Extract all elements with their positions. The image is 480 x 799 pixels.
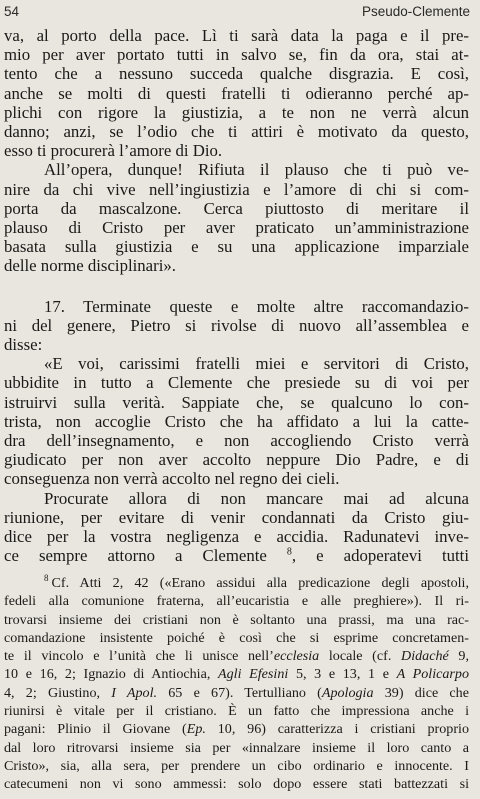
text-line: va, al porto della pace. Lì ti sarà data la paga e il pre- <box>4 26 469 45</box>
running-head: Pseudo-Clemente <box>361 4 470 19</box>
page-number: 54 <box>4 4 20 19</box>
italic-title: Ep. <box>186 721 206 738</box>
footnote-line <box>4 647 469 665</box>
main-text <box>4 26 469 565</box>
paragraph <box>4 354 469 488</box>
italic-title: Didaché <box>401 648 449 665</box>
text-line: Procurate allora di non mancare mai ad alcuna <box>44 488 469 508</box>
text-line: dice per la vostra negligenza e accidia. Radunatevi inve- <box>4 527 469 547</box>
text-segment: 10, 96) caratterizza i cristiani proprio <box>205 721 469 738</box>
italic-term: ecclesia <box>273 648 320 665</box>
text-line: ubbidite in tutto a Clemente che presiede su di voi per <box>4 373 469 393</box>
text-line: porta da mascalzone. Cerca piuttosto di meritare il <box>4 198 469 218</box>
paragraph <box>4 297 469 355</box>
text-line: delle norme disciplinari». <box>4 256 176 276</box>
text-segment: 65 e 67). Tertulliano ( <box>157 684 322 701</box>
text-line: conseguenza non verrà accolto nel regno dei cieli. <box>4 469 340 489</box>
text-segment: te il vincolo e l’unità che li unisce nell’ <box>4 648 274 665</box>
page-header <box>4 4 470 22</box>
paragraph <box>4 26 469 160</box>
text-line: anche se molti di questi fratelli ti odieranno perché ap- <box>4 83 469 103</box>
text-segment: 5, 3 e 13, 1 e <box>288 666 397 683</box>
footnote-line <box>4 720 469 738</box>
paragraph <box>4 489 469 566</box>
text-line: tento che a nessuno succeda qualche disgrazia. E così, <box>4 64 469 84</box>
footnote-line <box>4 665 469 683</box>
text-line <box>4 546 469 565</box>
text-line: istruirvi sulla verità. Sappiate che, se qualcuno lo con- <box>4 392 469 412</box>
text-line: plauso di Cristo per aver praticato un’amministrazione <box>4 218 469 238</box>
footnote-line: comandazione insistente poiché è così che si esprime concretamen- <box>4 629 469 646</box>
italic-title: A Policarpo <box>396 666 469 683</box>
text-segment: Cf. Atti 2, 42 («Erano assidui alla predicazione degli apostoli, <box>51 575 469 591</box>
text-line: basata sulla giustizia e su una applicazione imparziale <box>4 237 469 257</box>
footnote-reference: 8 <box>286 546 292 558</box>
text-line: disse: <box>4 335 43 355</box>
text-segment: 39) dice che <box>373 684 469 701</box>
text-segment: , e adoperatevi tutti <box>291 546 469 566</box>
italic-title: Agli Efesini <box>218 666 289 683</box>
footnote-line: Cristo», sia, alla sera, per prendere un cibo ordinario e innocente. I <box>4 757 469 774</box>
footnote-line: dal loro ritrovarsi insieme sia per «innalzare insieme il loro canto a <box>4 739 469 756</box>
paragraph <box>4 160 469 275</box>
footnote-mark: 8 <box>44 573 49 584</box>
footnote-line: riunirsi è vitale per il cristiano. È un fatto che impressiona anche i <box>4 703 469 720</box>
text-line: mio per aver portato tutti in salvo se, fin da ora, stai at- <box>4 45 469 65</box>
text-line: esso ti procurerà l’amore di Dio. <box>4 141 223 161</box>
italic-title: I Apol. <box>111 684 158 701</box>
text-line: ni del genere, Pietro si rivolse di nuovo all’assemblea e <box>4 315 469 335</box>
text-line: dra dell’insegnamento, e non accogliendo Cristo verrà <box>4 431 469 451</box>
text-segment: 10 e 16, 2; Ignazio di Antiochia, <box>4 666 219 683</box>
text-segment: locale (cf. <box>319 648 402 665</box>
text-segment: ce sempre attorno a Clemente <box>4 546 267 566</box>
text-line: plichi con rigore la giustizia, a te non ne verrà alcun <box>4 102 469 122</box>
footnote <box>4 574 469 794</box>
text-line: «E voi, carissimi fratelli miei e servitori di Cristo, <box>44 354 469 374</box>
text-segment: 9, <box>448 648 469 665</box>
footnote-line: trovarsi insieme dei cristiani non è soltanto una prassi, ma una rac- <box>4 611 469 628</box>
text-line: riunione, per evitare di venir condannati da Cristo giu- <box>4 507 469 527</box>
text-line: trista, non accoglie Cristo che ha affidato a lui la catte- <box>4 411 469 431</box>
text-line: All’opera, dunque! Rifiuta il plauso che ti può ve- <box>44 160 469 180</box>
footnote-line: catecumeni non vi sono ammessi: solo dopo essere stati battezzati si <box>4 776 469 793</box>
footnote-line <box>4 574 469 592</box>
italic-title: Apologia <box>321 684 374 701</box>
text-line: giudicato per non aver accolto neppure Dio Padre, e di <box>4 450 469 470</box>
text-line: danno; anzi, se l’odio che ti attiri è motivato da questo, <box>4 122 469 142</box>
text-line: nire da chi vive nell’ingiustizia e l’amore di chi si com- <box>4 179 469 199</box>
text-line: 17. Terminate queste e molte altre raccomandazio- <box>44 296 469 316</box>
text-segment: 4, 2; Giustino, <box>4 684 112 701</box>
footnote-line <box>4 684 469 702</box>
footnote-line: fedeli alla comunione fraterna, all’eucaristia e alle preghiere»). Il ri- <box>4 593 469 610</box>
text-segment: pagani: Plinio il Giovane ( <box>4 721 187 738</box>
